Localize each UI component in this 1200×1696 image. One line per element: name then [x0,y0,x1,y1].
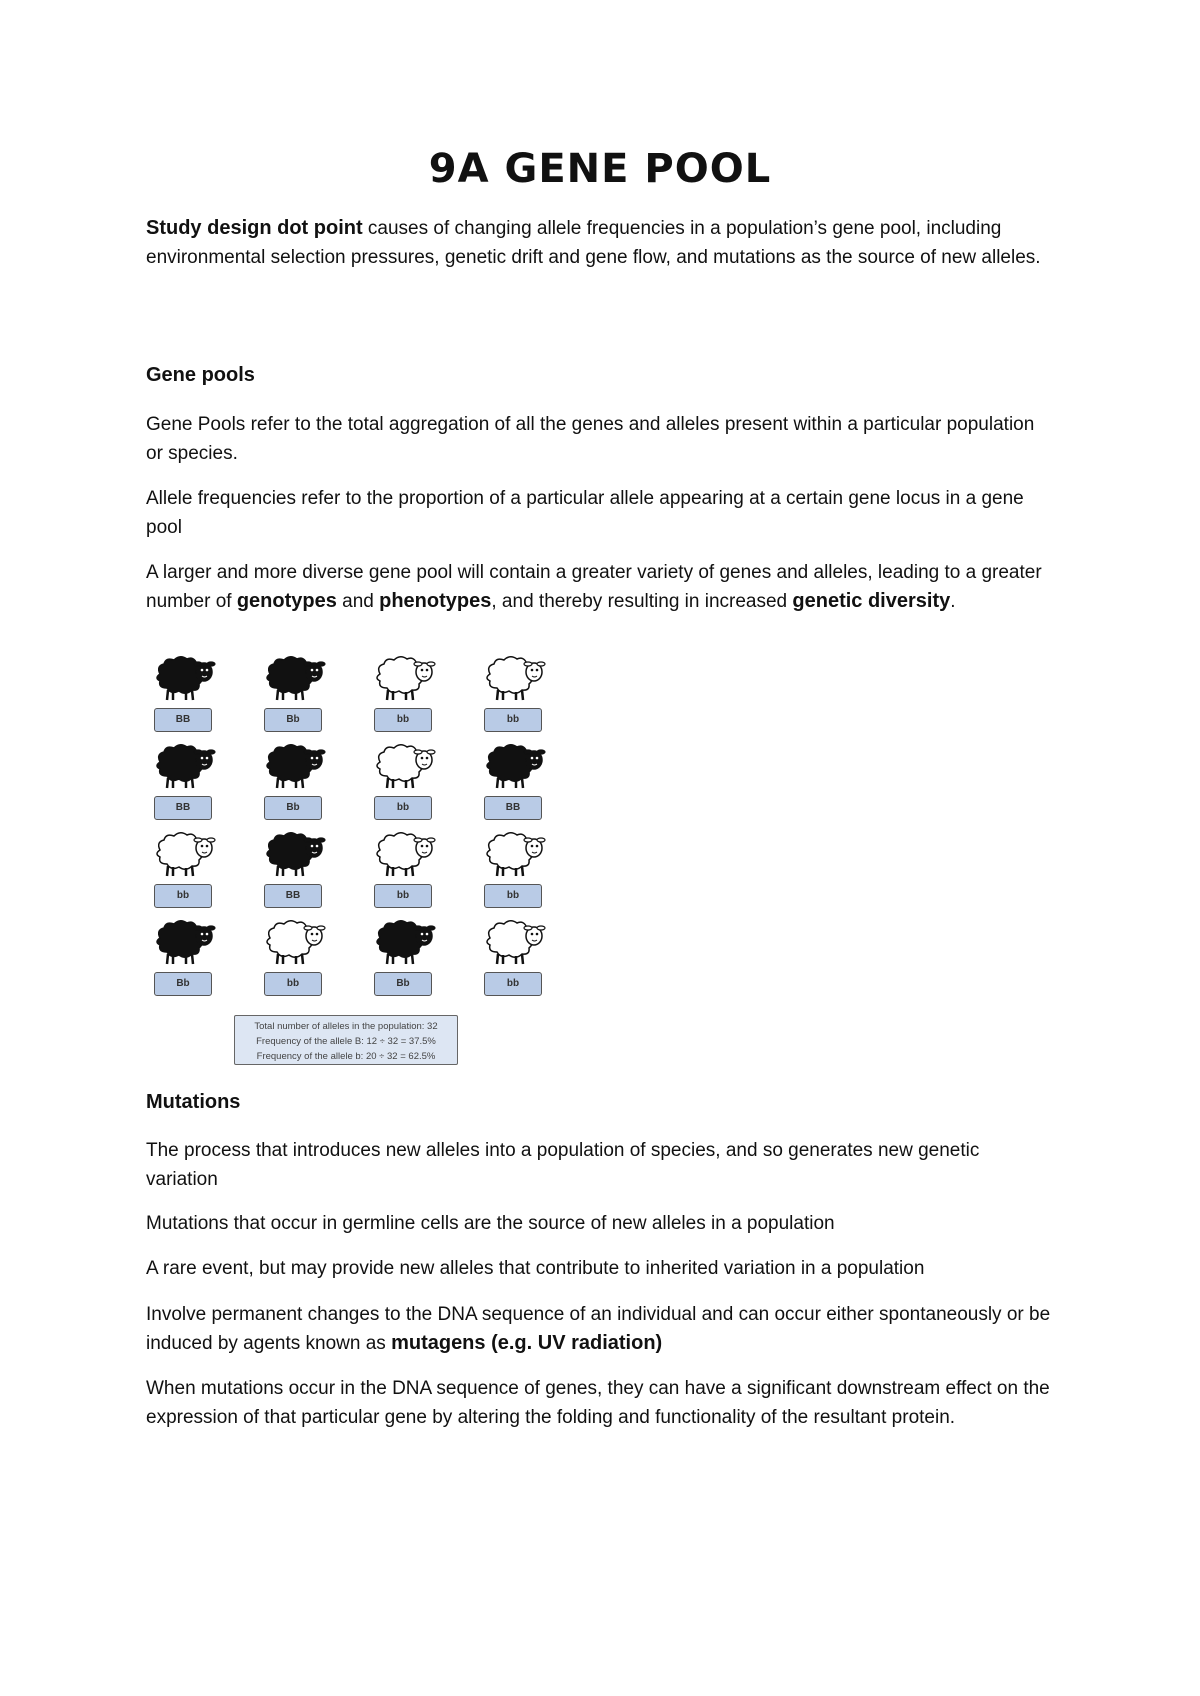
mutagens-term: mutagens (e.g. UV radiation) [391,1332,663,1354]
sheep-cell [258,828,328,910]
genotype-label: BB [154,796,212,820]
mutations-paragraph-1: The process that introduces new alleles into a population of species, and so generates new genetic variation [146,1140,980,1190]
genotype-label: Bb [264,708,322,732]
calc-line-2: Frequency of the allele B: 12 ÷ 32 = 37.5% [256,1036,436,1047]
mutations-paragraph-5: When mutations occur in the DNA sequence of genes, they can have a significant downstream effect on the expression of that particular gene by altering the folding and functionality of the resultant protein. [146,1378,1050,1428]
black-sheep-icon [150,652,216,706]
p3-text-c: and [336,591,380,612]
black-sheep-icon [150,916,216,970]
p3-text-e: , and thereby resulting in increased [491,591,793,612]
white-sheep-icon [480,916,546,970]
p3-text-g: . [950,591,956,612]
study-design-text: causes of changing allele frequencies in a population’s gene pool, including environmental selection pressures, genetic drift and gene flow, and mutations as the source of new alleles. [146,218,1041,268]
gene-pools-paragraph-2: Allele frequencies refer to the proportion of a particular allele appearing at a certain gene locus in a gene pool [146,488,1024,538]
genotype-label: BB [264,884,322,908]
sheep-cell [478,652,548,734]
white-sheep-icon [480,828,546,882]
calc-line-1: Total number of alleles in the population: 32 [254,1021,438,1032]
genotype-label: bb [374,796,432,820]
page-title: 9A GENE POOL [428,146,772,192]
sheep-cell [368,740,438,822]
genotype-label: bb [154,884,212,908]
mutations-paragraph-3: A rare event, but may provide new alleles that contribute to inherited variation in a population [146,1258,925,1279]
sheep-cell [368,916,438,998]
genetic-diversity-term: genetic diversity [792,590,951,612]
genotype-label: bb [264,972,322,996]
genotypes-term: genotypes [236,590,337,612]
study-design-paragraph [146,214,1056,272]
sheep-cell [258,916,328,998]
mutations-paragraph-2: Mutations that occur in germline cells are the source of new alleles in a population [146,1213,835,1234]
black-sheep-icon [370,916,436,970]
p4-text: Involve permanent changes to the DNA sequence of an individual and can occur either spontaneously or be induced by agents known as [146,1304,1051,1354]
white-sheep-icon [370,740,436,794]
genotype-label: bb [484,708,542,732]
genotype-label: bb [484,972,542,996]
gene-pools-heading: Gene pools [146,364,255,386]
sheep-cell [258,652,328,734]
sheep-cell [478,916,548,998]
sheep-cell [368,652,438,734]
white-sheep-icon [370,828,436,882]
sheep-cell [148,916,218,998]
genotype-label: bb [374,884,432,908]
sheep-cell [148,652,218,734]
mutations-heading: Mutations [146,1091,241,1113]
black-sheep-icon [260,652,326,706]
sheep-cell [148,740,218,822]
black-sheep-icon [150,740,216,794]
gene-pools-paragraph-3 [146,558,1056,616]
sheep-cell [148,828,218,910]
genotype-label: Bb [374,972,432,996]
gene-pools-paragraph-1: Gene Pools refer to the total aggregation of all the genes and alleles present within a particular population or species. [146,414,1035,464]
white-sheep-icon [150,828,216,882]
phenotypes-term: phenotypes [379,590,492,612]
sheep-cell [368,828,438,910]
genotype-label: Bb [154,972,212,996]
study-design-label: Study design dot point [146,217,363,239]
white-sheep-icon [370,652,436,706]
white-sheep-icon [480,652,546,706]
calc-line-3: Frequency of the allele b: 20 ÷ 32 = 62.5% [256,1051,436,1062]
allele-frequency-box [234,1015,458,1065]
black-sheep-icon [260,828,326,882]
black-sheep-icon [260,740,326,794]
black-sheep-icon [480,740,546,794]
genotype-label: bb [374,708,432,732]
sheep-cell [478,740,548,822]
genotype-label: BB [484,796,542,820]
white-sheep-icon [260,916,326,970]
genotype-label: bb [484,884,542,908]
genotype-label: BB [154,708,212,732]
sheep-cell [478,828,548,910]
mutations-paragraph-4 [146,1300,1056,1358]
p3-text-a: A larger and more diverse gene pool will contain a greater variety of genes and alleles, leading to a greater number of [146,562,1042,612]
sheep-cell [258,740,328,822]
genotype-label: Bb [264,796,322,820]
